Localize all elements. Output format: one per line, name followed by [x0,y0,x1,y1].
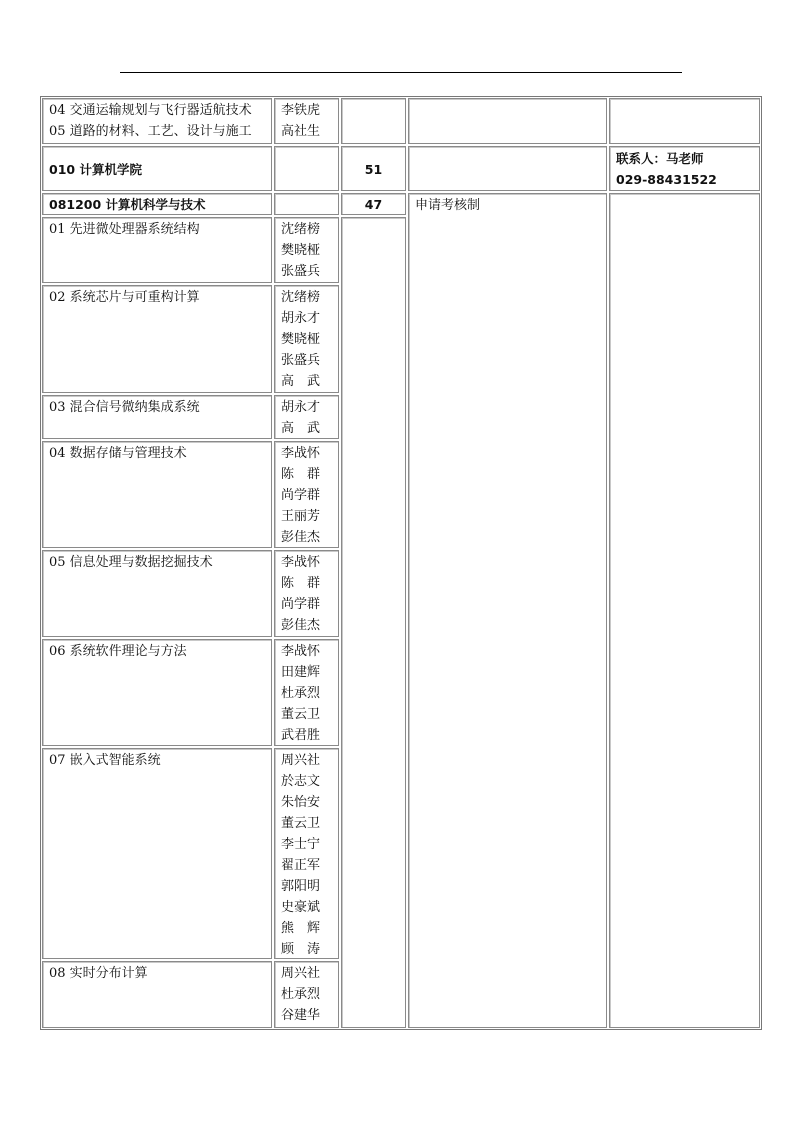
college-advisor-cell [274,146,339,191]
direction-name: 08 实时分布计算 [49,966,148,981]
advisor-name: 杜承烈 [281,987,321,1002]
college-name: 010 计算机学院 [49,161,142,177]
major-quota-cell [341,193,406,215]
direction-name: 05 道路的材料、工艺、设计与施工 [49,124,252,139]
advisor-name: 熊 辉 [281,921,321,936]
advisor-name: 李战怀 [281,644,321,659]
advisor-name: 武君胜 [281,728,321,743]
major-name-cell [42,193,272,215]
advisor-name: 胡永才 [281,400,321,415]
advisor-name: 彭佳杰 [281,530,321,545]
major-notes-cell [609,193,760,1028]
advisors-cell-05 [274,550,339,637]
advisor-name: 董云卫 [281,816,321,831]
major-name: 081200 计算机科学与技术 [49,197,206,212]
direction-name: 06 系统软件理论与方法 [49,644,187,659]
advisor-name: 董云卫 [281,707,321,722]
direction-cell-04 [42,441,272,548]
advisors-cell-02 [274,285,339,393]
direction-cell-01 [42,217,272,283]
contact-person: 联系人：马老师 [616,151,704,166]
advisor-name: 於志文 [281,774,321,789]
advisor-name: 沈绪榜 [281,222,321,237]
advisor-name: 翟正军 [281,858,321,873]
direction-cell-07 [42,748,272,959]
direction-name: 01 先进微处理器系统结构 [49,222,200,237]
advisor-name: 周兴社 [281,966,321,981]
direction-name: 03 混合信号微纳集成系统 [49,400,200,415]
advisor-name: 杜承烈 [281,686,321,701]
continuation-notes-cell [609,98,760,144]
advisor-name: 高社生 [281,124,321,139]
direction-cell-06 [42,639,272,746]
advisor-name: 田建辉 [281,665,321,680]
advisor-name: 尚学群 [281,488,321,503]
advisor-name: 胡永才 [281,311,321,326]
advisor-name: 樊晓桠 [281,243,321,258]
college-name-cell [42,146,272,191]
major-exam-mode-cell [408,193,607,1028]
advisors-cell-08 [274,961,339,1028]
advisor-name: 高 武 [281,374,321,389]
advisor-name: 高 武 [281,421,321,436]
college-contact-cell [609,146,760,191]
college-quota-cell [341,146,406,191]
direction-name: 02 系统芯片与可重构计算 [49,290,200,305]
advisor-name: 顾 涛 [281,942,321,957]
advisors-cell-01 [274,217,339,283]
advisors-cell-03 [274,395,339,439]
advisor-name: 周兴社 [281,753,321,768]
major-advisor-cell [274,193,339,215]
continuation-quota-cell [341,98,406,144]
advisor-name: 张盛兵 [281,353,321,368]
major-quota-span-cell [341,217,406,1028]
advisor-name: 李战怀 [281,555,321,570]
advisor-name: 陈 群 [281,576,321,591]
direction-cell-03 [42,395,272,439]
advisor-name: 沈绪榜 [281,290,321,305]
college-mode-cell [408,146,607,191]
college-quota: 51 [364,161,383,177]
advisor-name: 樊晓桠 [281,332,321,347]
advisor-name: 彭佳杰 [281,618,321,633]
advisor-name: 史豪斌 [281,900,321,915]
direction-name: 05 信息处理与数据挖掘技术 [49,555,213,570]
advisor-name: 谷建华 [281,1008,321,1023]
advisor-name: 王丽芳 [281,509,321,524]
major-quota: 47 [364,197,383,212]
direction-cell-08 [42,961,272,1028]
contact-phone: 029-88431522 [616,172,717,187]
direction-cell-02 [42,285,272,393]
advisor-name: 朱怡安 [281,795,321,810]
exam-mode: 申请考核制 [415,198,481,213]
advisors-cell-07 [274,748,339,959]
advisor-name: 尚学群 [281,597,321,612]
direction-name: 04 交通运输规划与飞行器适航技术 [49,103,252,118]
advisor-name: 李战怀 [281,446,321,461]
continuation-mode-cell [408,98,607,144]
direction-name: 07 嵌入式智能系统 [49,753,161,768]
direction-cell-05 [42,550,272,637]
advisors-cell-06 [274,639,339,746]
advisor-name: 陈 群 [281,467,321,482]
direction-name: 04 数据存储与管理技术 [49,446,187,461]
header-rule [120,72,682,73]
advisor-name: 张盛兵 [281,264,321,279]
advisor-name: 郭阳明 [281,879,321,894]
advisor-name: 李铁虎 [281,103,321,118]
advisor-name: 李士宁 [281,837,321,852]
continuation-directions-cell [42,98,272,144]
continuation-advisors-cell [274,98,339,144]
advisors-cell-04 [274,441,339,548]
